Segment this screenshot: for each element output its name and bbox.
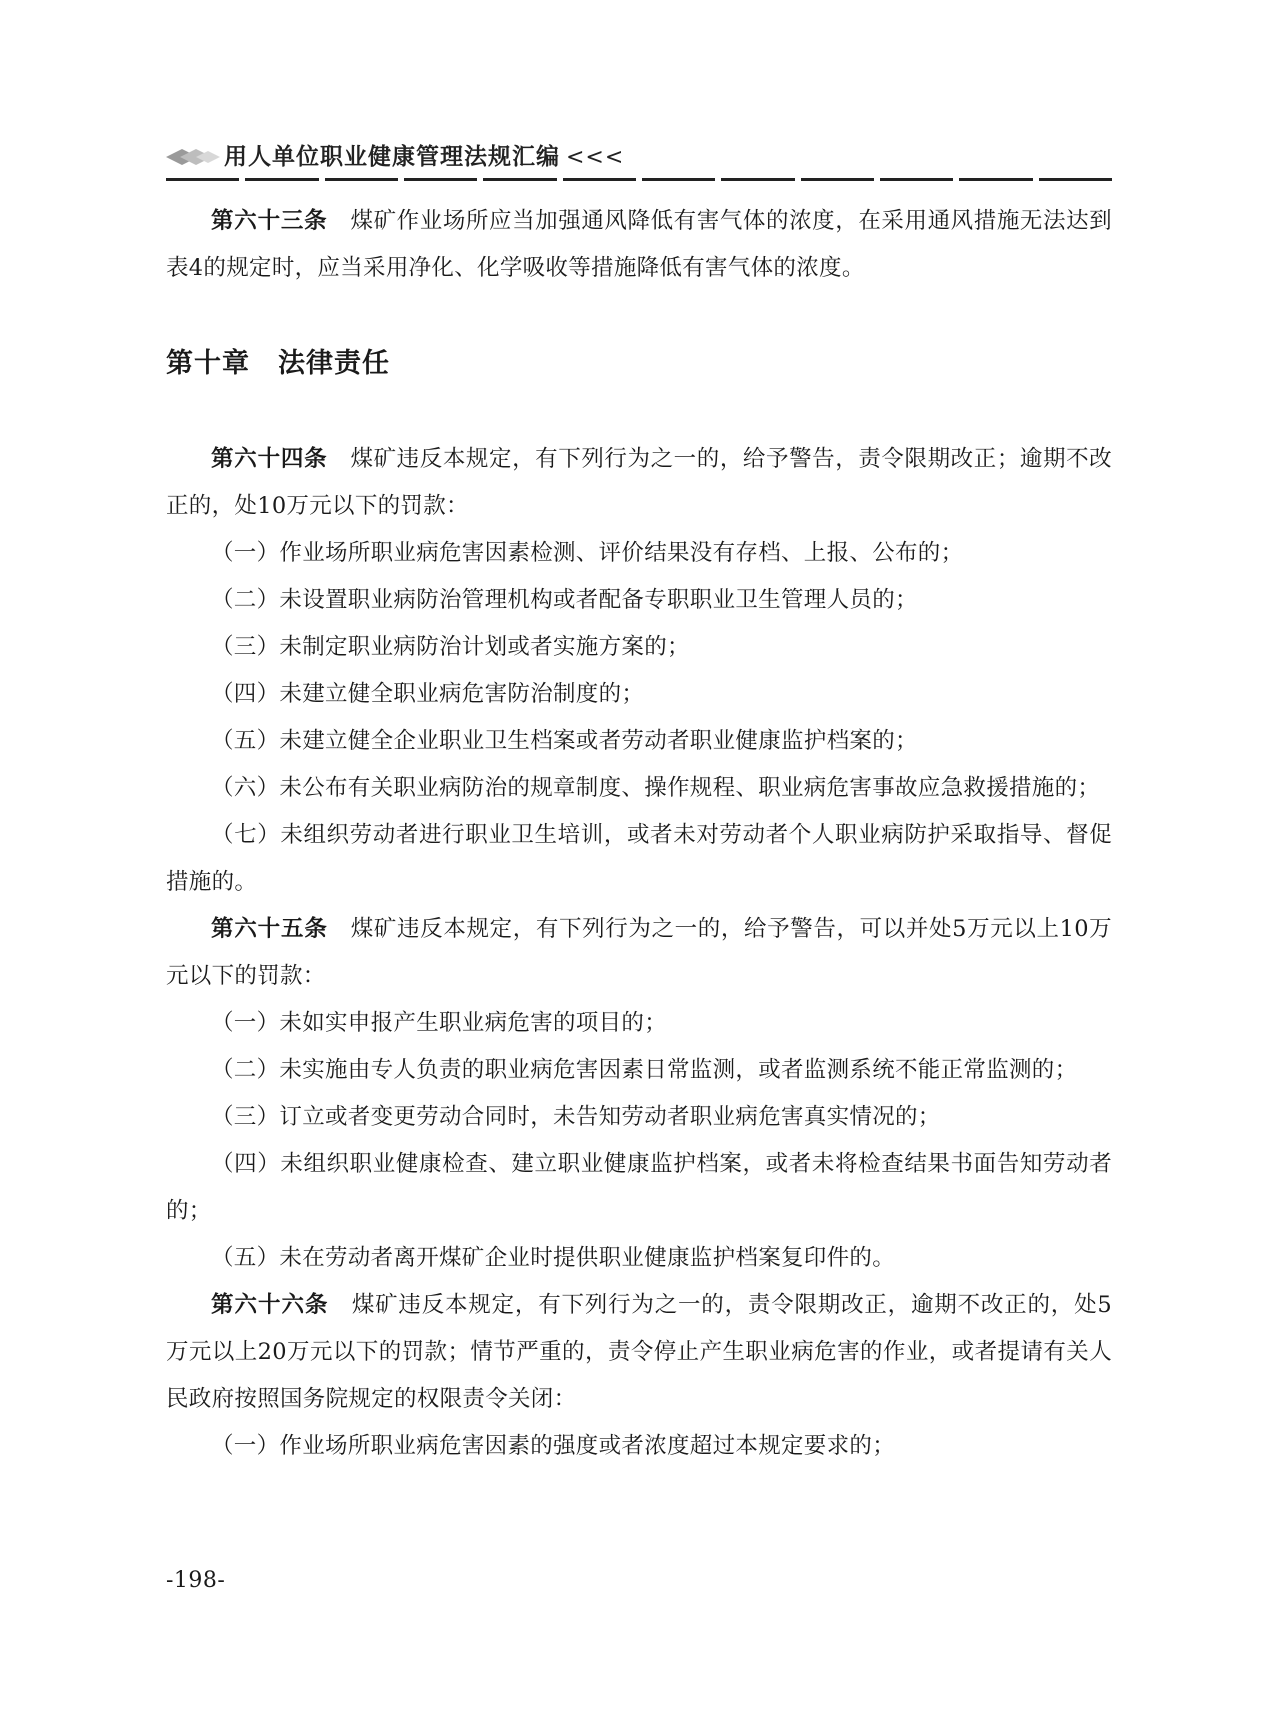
list-item: （一）未如实申报产生职业病危害的项目的；: [211, 1010, 668, 1036]
list-item: （一）作业场所职业病危害因素检测、评价结果没有存档、上报、公布的；: [211, 540, 964, 566]
chapter-title: 第十章 法律责任: [166, 348, 390, 379]
article-text: 煤矿违反本规定，有下列行为之一的，给予警告，责令限期改正；逾期不改正的，处10万元以下的罚款：: [166, 446, 1112, 519]
article-63: [166, 198, 1112, 292]
list-item: （四）未组织职业健康检查、建立职业健康监护档案，或者未将检查结果书面告知劳动者的；: [166, 1151, 1112, 1224]
article-number: 第六十四条: [211, 446, 328, 472]
list-item: （五）未在劳动者离开煤矿企业时提供职业健康监护档案复印件的。: [211, 1245, 896, 1271]
list-item: （三）未制定职业病防治计划或者实施方案的；: [211, 634, 690, 660]
article-64: [166, 436, 1112, 530]
list-item: （三）订立或者变更劳动合同时，未告知劳动者职业病危害真实情况的；: [211, 1104, 941, 1130]
list-item: （四）未建立健全职业病危害防治制度的；: [211, 681, 645, 707]
article-number: 第六十三条: [211, 208, 328, 234]
page-number: -198-: [166, 1568, 226, 1593]
list-item: （五）未建立健全企业职业卫生档案或者劳动者职业健康监护档案的；: [211, 728, 918, 754]
header-arrows: <<<: [566, 145, 625, 170]
double-diamond-ornament-icon: [166, 146, 224, 168]
article-text: 煤矿违反本规定，有下列行为之一的，给予警告，可以并处5万元以上10万元以下的罚款：: [166, 916, 1112, 989]
list-item: （二）未设置职业病防治管理机构或者配备专职职业卫生管理人员的；: [211, 587, 918, 613]
article-number: 第六十六条: [211, 1292, 329, 1318]
article-text: 煤矿违反本规定，有下列行为之一的，责令限期改正，逾期不改正的，处5万元以上20万元以下的罚款；情节严重的，责令停止产生职业病危害的作业，或者提请有关人民政府按照国务院规定的权限责令关闭：: [166, 1292, 1112, 1412]
article-number: 第六十五条: [211, 916, 328, 942]
list-item: （六）未公布有关职业病防治的规章制度、操作规程、职业病危害事故应急救援措施的；: [211, 775, 1101, 801]
book-title: 用人单位职业健康管理法规汇编 <<<: [224, 144, 625, 170]
page-body: [166, 198, 1112, 1470]
list-item: （七）未组织劳动者进行职业卫生培训，或者未对劳动者个人职业病防护采取指导、督促措施的。: [166, 822, 1112, 895]
header-dashed-rule: [166, 178, 1112, 182]
article-66: [166, 1282, 1112, 1423]
running-header: [166, 136, 1112, 172]
list-item: （二）未实施由专人负责的职业病危害因素日常监测，或者监测系统不能正常监测的；: [211, 1057, 1078, 1083]
article-65: [166, 906, 1112, 1000]
list-item: （一）作业场所职业病危害因素的强度或者浓度超过本规定要求的；: [211, 1433, 896, 1459]
article-text: 煤矿作业场所应当加强通风降低有害气体的浓度，在采用通风措施无法达到表4的规定时，应当采用净化、化学吸收等措施降低有害气体的浓度。: [166, 208, 1112, 281]
